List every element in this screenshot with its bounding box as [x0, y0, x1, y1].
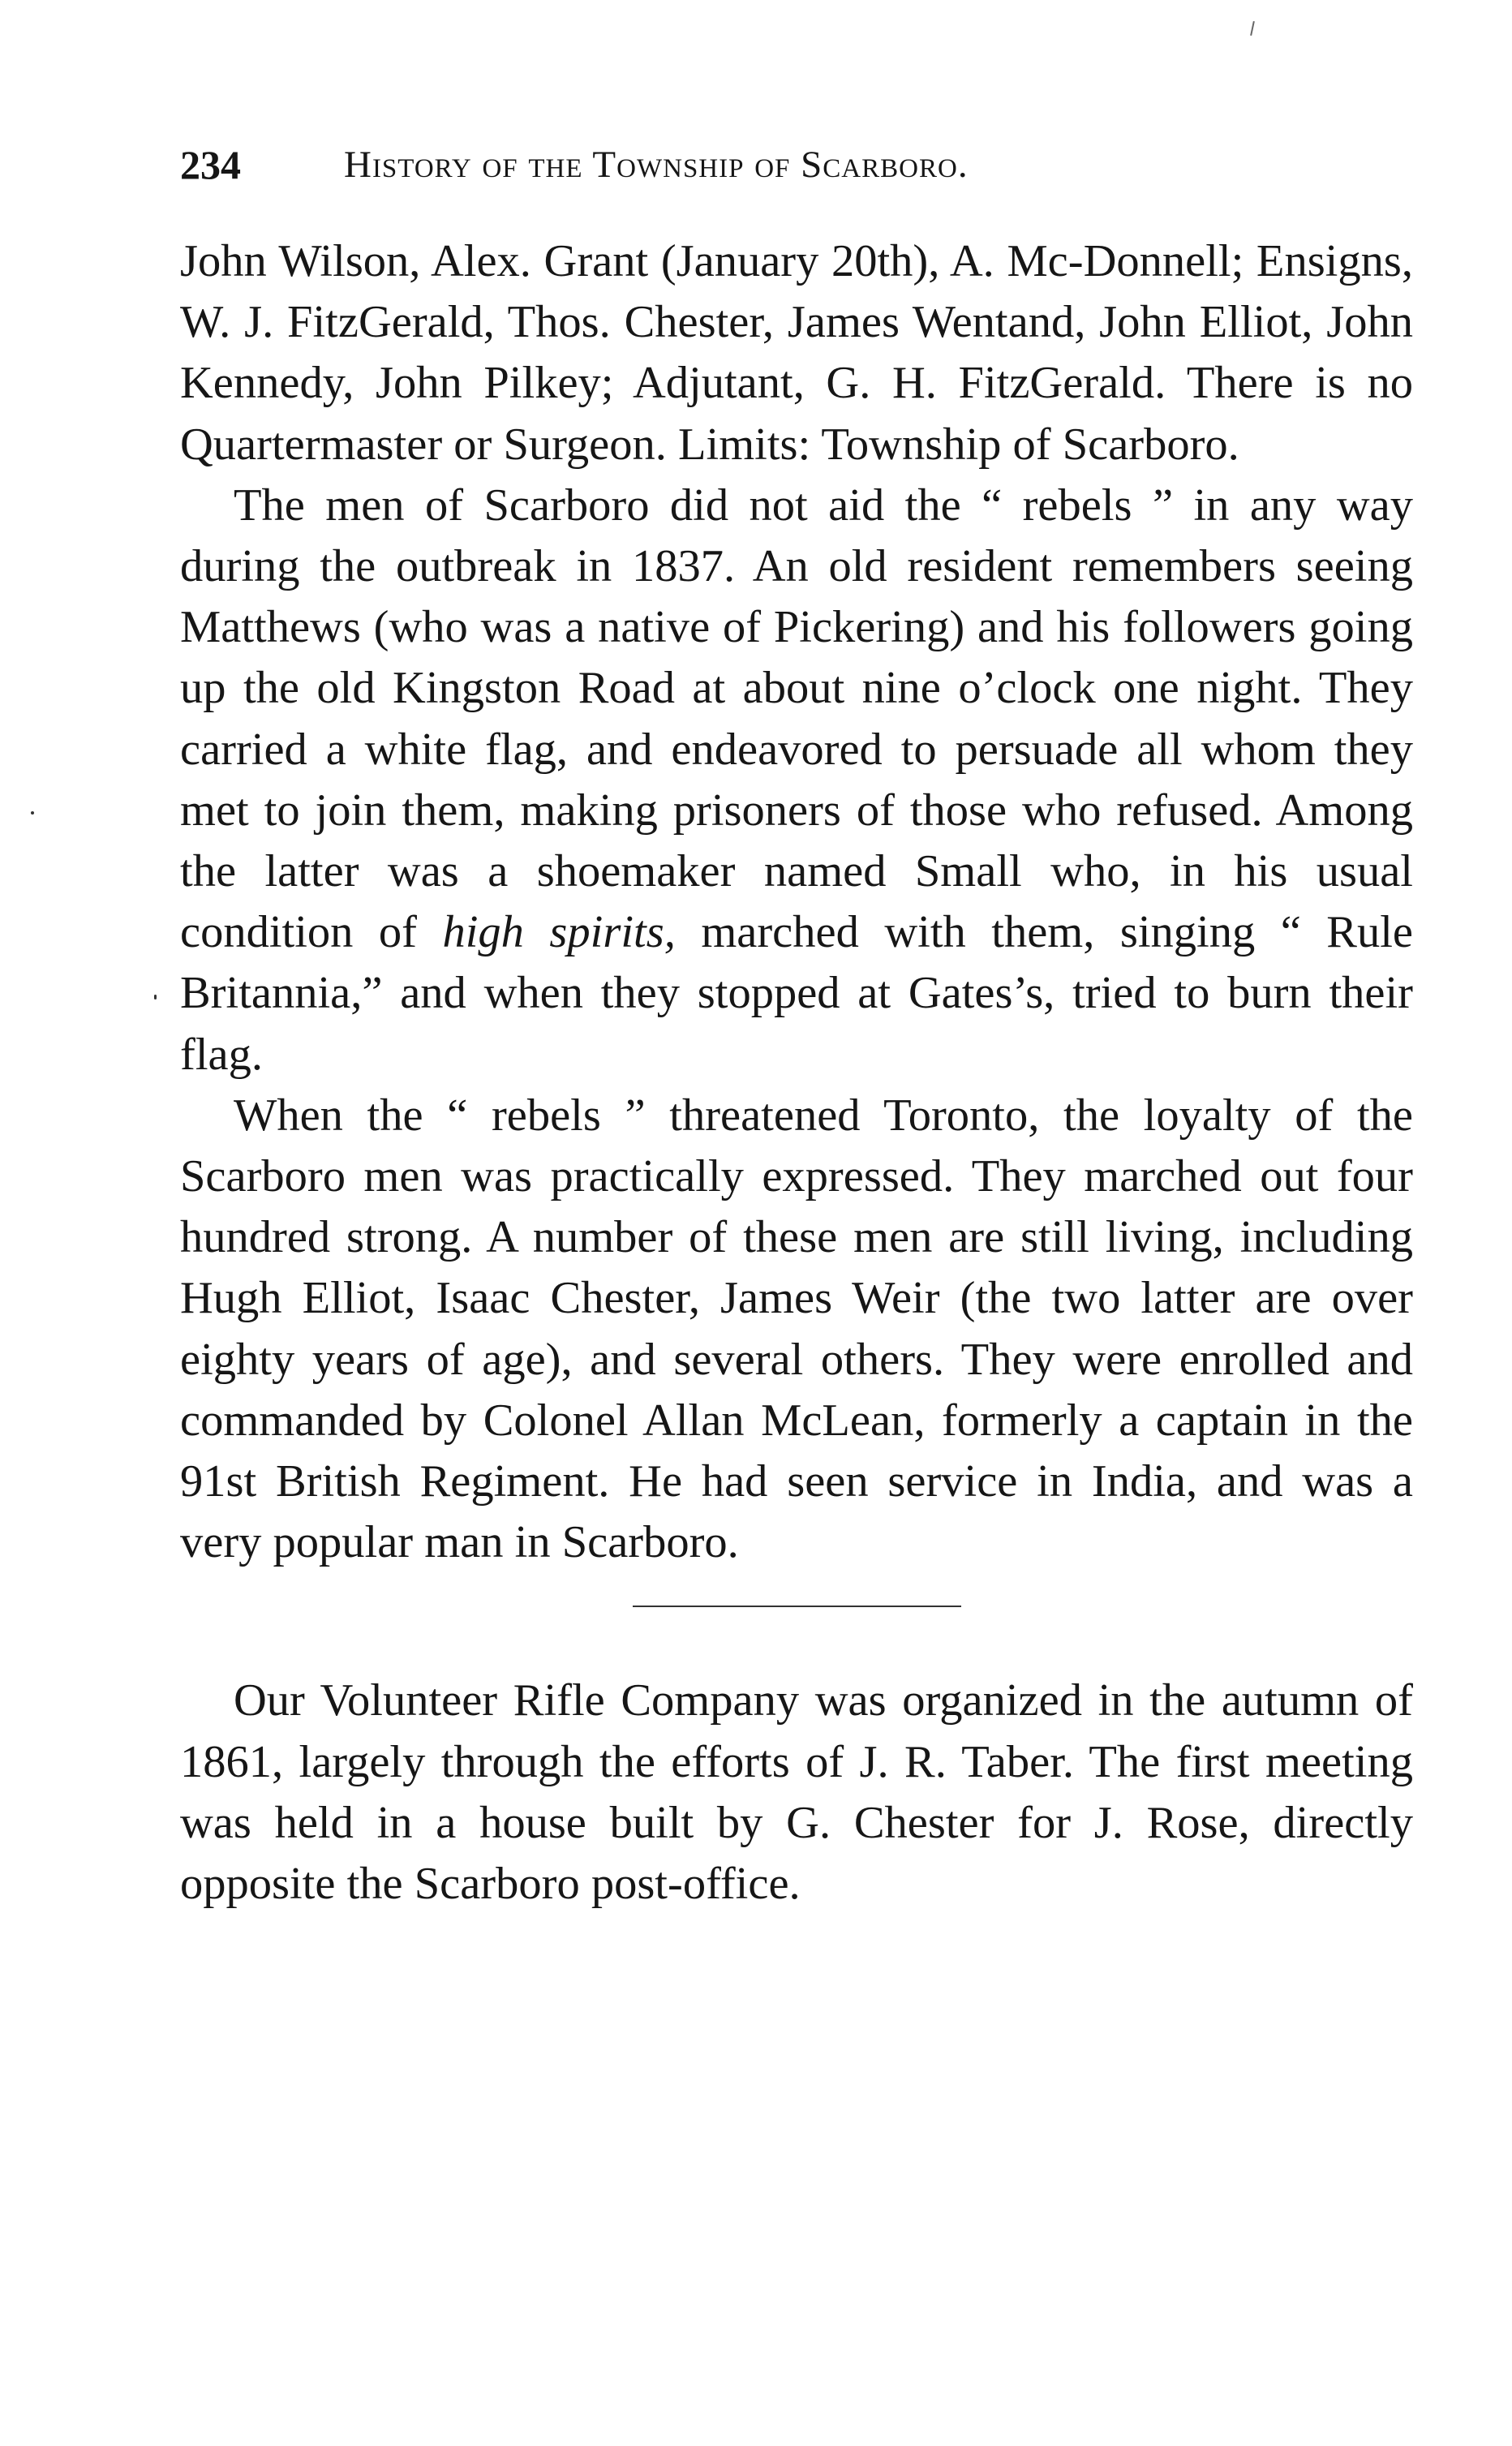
paragraph-rebellion-part1: The men of Scarboro did not aid the “ rebels ” in any way during the outbreak in 1837. An old resident remembers seeing Matthews (who was a native of Pickering) and his followers going up the old Kingston Road at about nine o’clock one night. They carried a white flag, and endeavored to persuade all whom they met to join them, making prisoners of those who refused. Among the latter was a shoemaker named Small who, in his usual condition of — [180, 479, 1413, 958]
margin-tick-mark — [1250, 21, 1255, 36]
italic-phrase: high spirits, — [442, 907, 676, 958]
margin-speck — [31, 811, 34, 815]
margin-speck — [154, 995, 157, 999]
body-text — [180, 231, 1413, 1915]
paragraph-rifle-company: Our Volunteer Rifle Company was organized in the autumn of 1861, largely through the efforts of J. R. Taber. The first meeting was held in a house built by G. Chester for J. Rose, directly opposite the Scarboro post-office. — [180, 1675, 1413, 1910]
paragraph-rebellion-part2: marched with them, singing “ Rule Britannia,” and when they stopped at Gates’s, tried to burn their flag. — [180, 907, 1413, 1080]
paragraph-continuation: John Wilson, Alex. Grant (January 20th), A. Mc-Donnell; Ensigns, W. J. FitzGerald, Thos. Chester, James Wentand, John Elliot, John Kennedy, John Pilkey; Adjutant, G. H. FitzGerald. There is no Quartermaster or Surgeon. Limits: Township of Scarboro. — [180, 236, 1413, 470]
paragraph-loyalty: When the “ rebels ” threatened Toronto, the loyalty of the Scarboro men was practically expressed. They marched out four hundred strong. A number of these men are still living, including Hugh Elliot, Isaac Chester, James Weir (the two latter are over eighty years of age), and several others. They were enrolled and commanded by Colonel Allan McLean, formerly a captain in the 91st British Regiment. He had seen service in India, and was a very popular man in Scarboro. — [180, 1090, 1413, 1568]
running-title: History of the Township of Scarboro. — [344, 144, 969, 186]
running-head — [180, 136, 1413, 193]
section-divider — [633, 1606, 961, 1607]
page-number: 234 — [180, 142, 241, 187]
paragraph-rebellion — [180, 475, 1413, 1085]
